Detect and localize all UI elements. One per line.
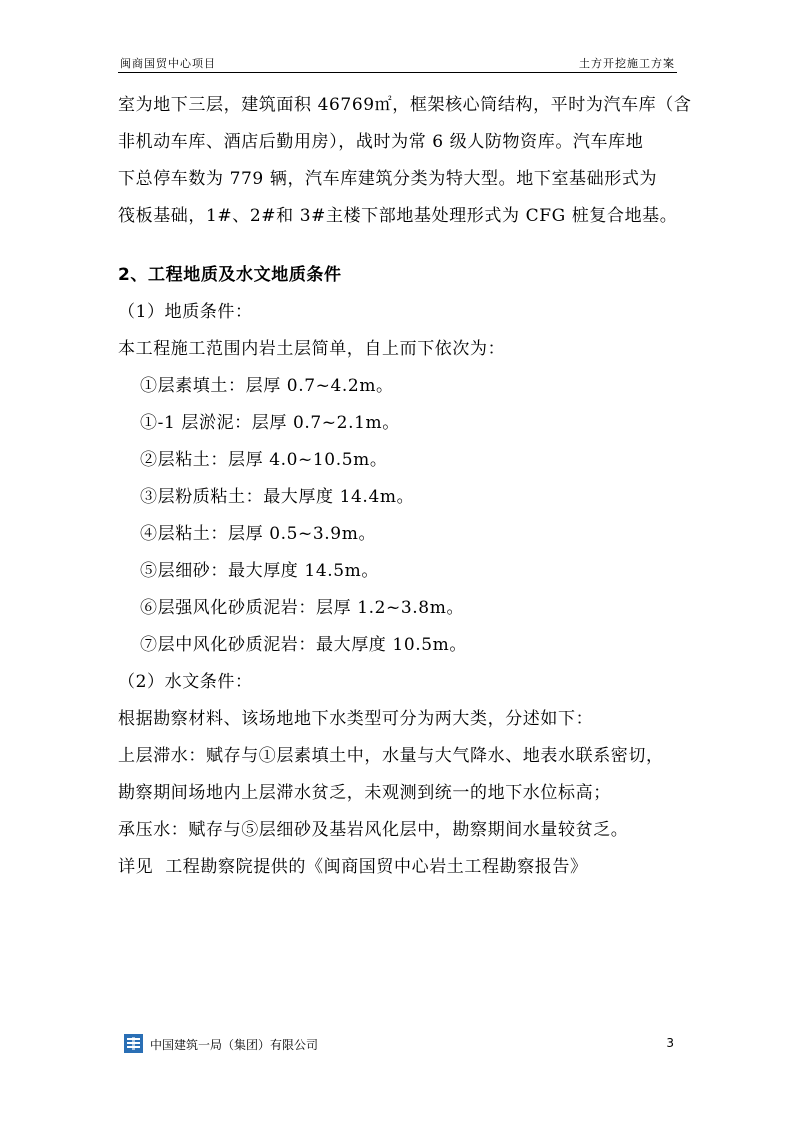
page-footer [124,1032,676,1056]
header-document-title: 土方开挖施工方案 [579,57,675,70]
body-line: 根据勘察材料、该场地地下水类型可分为两大类，分述如下： [118,709,594,729]
soil-layer-item: ⑥层强风化砂质泥岩：层厚 1.2~3.8m。 [140,598,465,618]
body-line: 勘察期间场地内上层滞水贫乏，未观测到统一的地下水位标高； [118,783,611,803]
body-line: 上层滞水：赋存与①层素填土中，水量与大气降水、地表水联系密切， [118,746,664,766]
subsection-heading: （1）地质条件： [118,302,253,322]
body-line: 非机动车库、酒店后勤用房），战时为常 6 级人防物资库。汽车库地 [118,132,644,152]
body-line: 筏板基础，1#、2#和 3#主楼下部地基处理形式为 CFG 桩复合地基。 [118,206,678,226]
header-project-name: 闽商国贸中心项目 [120,57,216,70]
body-line: 本工程施工范围内岩土层简单，自上而下依次为： [118,339,506,359]
body-line: 室为地下三层，建筑面积 46769㎡，框架核心筒结构，平时为汽车库（含 [118,95,692,115]
page-number: 3 [666,1036,674,1050]
footer-company-name: 中国建筑一局（集团）有限公司 [150,1038,319,1052]
section-heading: 2、工程地质及水文地质条件 [118,265,342,285]
body-line: 下总停车数为 779 辆，汽车库建筑分类为特大型。地下室基础形式为 [118,169,658,189]
company-logo-icon [124,1034,143,1053]
soil-layer-item: ③层粉质粘土：最大厚度 14.4m。 [140,487,415,507]
soil-layer-item: ⑦层中风化砂质泥岩：最大厚度 10.5m。 [140,635,467,655]
soil-layer-item: ①层素填土：层厚 0.7~4.2m。 [140,376,394,396]
page-header [118,52,677,73]
body-line: 承压水：赋存与⑤层细砂及基岩风化层中，勘察期间水量较贫乏。 [118,820,629,840]
body-line: 详见 工程勘察院提供的《闽商国贸中心岩土工程勘察报告》 [118,857,588,877]
soil-layer-item: ②层粘土：层厚 4.0~10.5m。 [140,450,388,470]
subsection-heading: （2）水文条件： [118,672,253,692]
soil-layer-item: ①-1 层淤泥：层厚 0.7~2.1m。 [140,413,400,433]
soil-layer-item: ⑤层细砂：最大厚度 14.5m。 [140,561,379,581]
soil-layer-item: ④层粘土：层厚 0.5~3.9m。 [140,524,377,544]
